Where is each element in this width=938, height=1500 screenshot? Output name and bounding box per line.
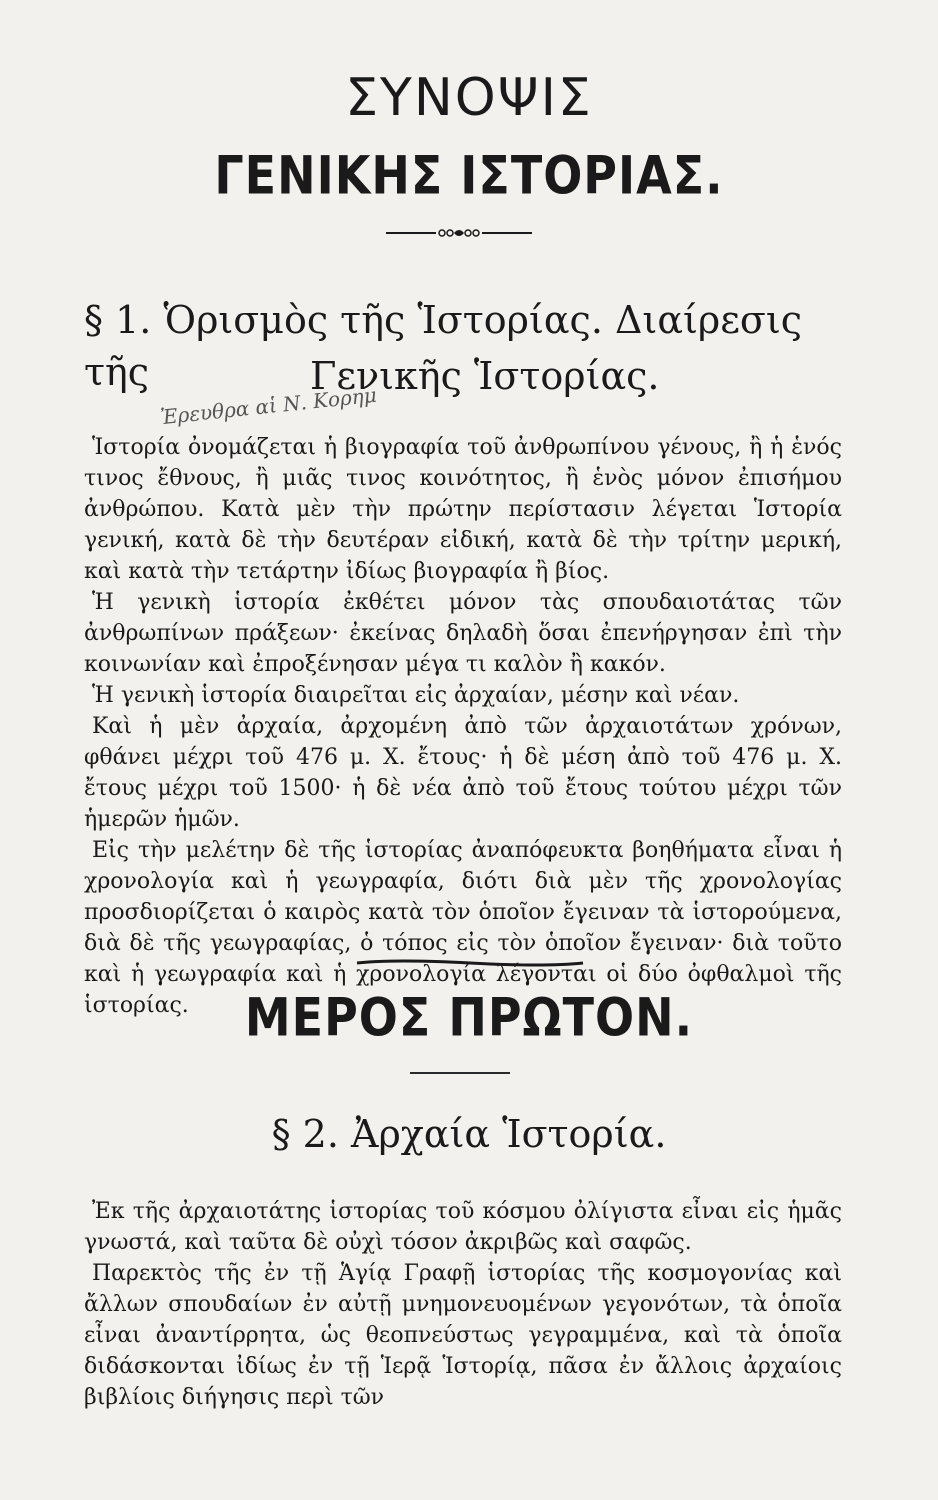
section-2-body (84, 1196, 842, 1413)
paragraph: Εἰς τὴν μελέτην δὲ τῆς ἱστορίας ἀναπόφευκτα βοηθήματα εἶναι ἡ χρονολογία καὶ ἡ γεωγραφία, διότι διὰ μὲν τῆς χρονολογίας προσδιορίζεται ὁ καιρὸς κατὰ τὸν ὁποῖον ἔγειναν τὰ ἱστορούμενα, διὰ δὲ τῆς γεωγραφίας, ὁ τόπος εἰς τὸν ὁποῖον ἔγειναν· διὰ τοῦτο καὶ ἡ γεωγραφία καὶ ἡ χρονολογία λέγονται οἱ δύο ὀφθαλμοὶ τῆς ἱστορίας. (84, 838, 842, 1018)
paragraph: Ἡ γενικὴ ἱστορία ἐκθέτει μόνον τὰς σπουδαιοτάτας τῶν ἀνθρωπίνων πράξεων· ἐκείνας δηλαδὴ ὅσαι ἐπενήργησαν ἐπὶ τὴν κοινωνίαν καὶ ἐπροξένησαν μέγα τι καλὸν ἢ κακόν. (84, 590, 842, 677)
part-rule (410, 1072, 510, 1074)
section-2-heading: § 2. Ἀρχαία Ἱστορία. (271, 1112, 667, 1156)
main-subtitle: ΓΕΝΙΚΗΣ ΙΣΤΟΡΙΑΣ. (214, 143, 724, 207)
paragraph: Ἱστορία ὀνομάζεται ἡ βιογραφία τοῦ ἀνθρωπίνου γένους, ἢ ἡ ἑνός τινος ἔθνους, ἢ μιᾶς τινος κοινότητος, ἢ ἑνὸς μόνον ἐπισήμου ἀνθρώπου. Κατὰ μὲν τὴν πρώτην περίστασιν λέγεται Ἱστορία γενική, κατὰ δὲ τὴν δευτέραν εἰδική, κατὰ δὲ τὴν τρίτην μερική, καὶ κατὰ τὴν τετάρτην ἰδίως βιογραφία ἢ βίος. (84, 435, 842, 584)
part-title: ΜΕΡΟΣ ΠΡΩΤΟΝ. (244, 985, 694, 1049)
section-1-body (84, 432, 842, 1021)
paragraph: Καὶ ἡ μὲν ἀρχαία, ἀρχομένη ἀπὸ τῶν ἀρχαιοτάτων χρόνων, φθάνει μέχρι τοῦ 476 μ. Χ. ἔτους· ἡ δὲ μέση ἀπὸ τοῦ 476 μ. Χ. ἔτους μέχρι τοῦ 1500· ἡ δὲ νέα ἀπὸ τοῦ ἔτους τούτου μέχρι τῶν ἡμερῶν ἡμῶν. (84, 714, 842, 832)
main-title: ΣΥΝΟΨΙΣ (345, 68, 593, 128)
ornament-divider (384, 226, 534, 240)
paragraph: Ἐκ τῆς ἀρχαιοτάτης ἱστορίας τοῦ κόσμου ὀλίγιστα εἶναι εἰς ἡμᾶς γνωστά, καὶ ταῦτα δὲ οὐχὶ τόσον ἀκριβῶς καὶ σαφῶς. (84, 1199, 842, 1255)
section-1-heading: § 1. Ὁρισμὸς τῆς Ἱστορίας. Διαίρεσις τῆς (84, 298, 803, 394)
section-1-heading-cont: Γενικῆς Ἱστορίας. (310, 354, 660, 398)
section-divider (355, 958, 585, 968)
handwritten-annotation: Ἐρευθρα αἱ Ν. Κορημ (159, 382, 378, 430)
paragraph: Παρεκτὸς τῆς ἐν τῇ Ἁγίᾳ Γραφῇ ἱστορίας τῆς κοσμογονίας καὶ ἄλλων σπουδαίων ἐν αὐτῇ μνημονευομένων γεγονότων, τὰ ὁποῖα εἶναι ἀναντίρρητα, ὡς θεοπνεύστως γεγραμμένα, καὶ τὰ ὁποῖα διδάσκονται ἰδίως ἐν τῇ Ἱερᾷ Ἱστορίᾳ, πᾶσα ἐν ἄλλοις ἀρχαίοις βιβλίοις διήγησις περὶ τῶν (84, 1261, 842, 1410)
paragraph: Ἡ γενικὴ ἱστορία διαιρεῖται εἰς ἀρχαίαν, μέσην καὶ νέαν. (92, 683, 740, 708)
